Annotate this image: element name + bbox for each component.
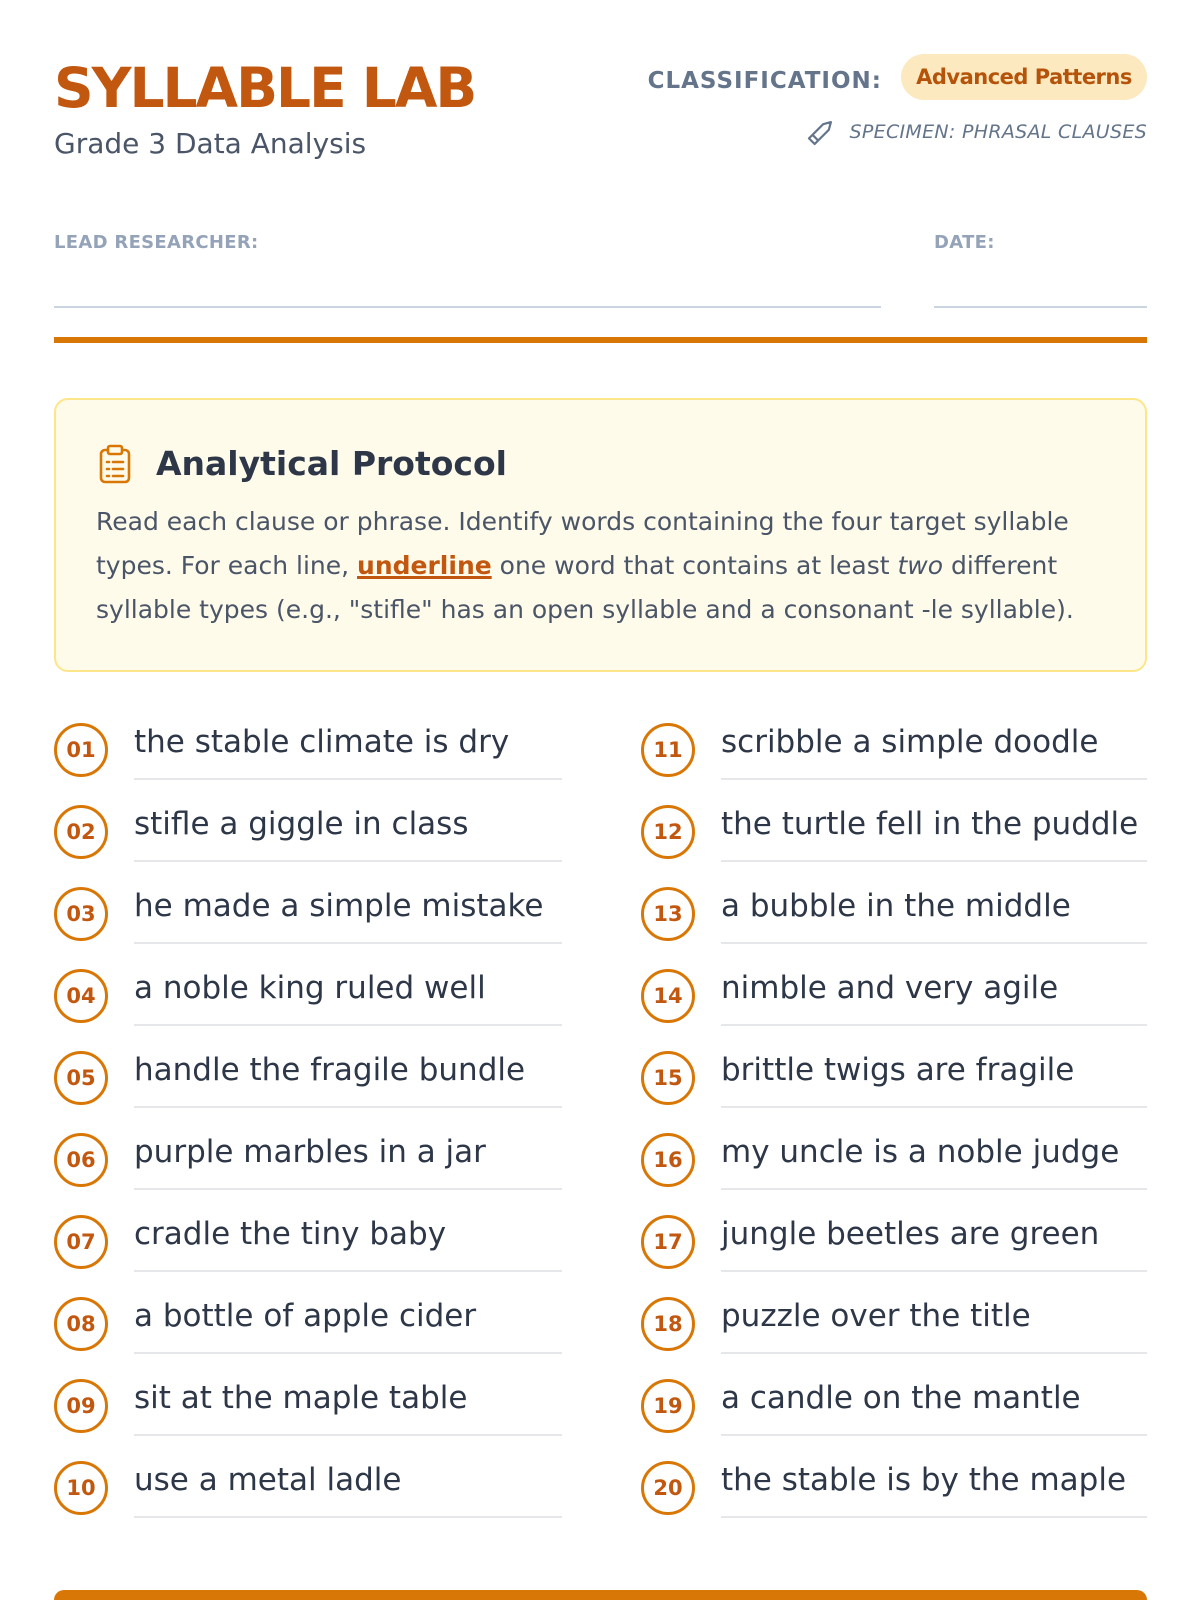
item-phrase[interactable]: a bottle of apple cider xyxy=(134,1296,562,1354)
item-number-badge: 15 xyxy=(641,1051,695,1105)
footer-bar xyxy=(54,1590,1147,1600)
list-item xyxy=(54,1274,562,1356)
list-item xyxy=(54,864,562,946)
emphasis-keyword: two xyxy=(897,551,944,580)
item-phrase[interactable]: handle the fragile bundle xyxy=(134,1050,562,1108)
item-phrase[interactable]: the turtle fell in the puddle xyxy=(721,804,1147,862)
list-item xyxy=(641,700,1147,782)
header-divider xyxy=(54,337,1147,343)
protocol-text: one word that contains at least xyxy=(491,551,898,580)
item-number-badge: 13 xyxy=(641,887,695,941)
item-number-badge: 05 xyxy=(54,1051,108,1105)
item-phrase[interactable]: purple marbles in a jar xyxy=(134,1132,562,1190)
item-number-badge: 19 xyxy=(641,1379,695,1433)
page-title: SYLLABLE LAB xyxy=(54,56,476,120)
item-phrase[interactable]: nimble and very agile xyxy=(721,968,1147,1026)
item-number-badge: 01 xyxy=(54,723,108,777)
item-phrase[interactable]: stifle a giggle in class xyxy=(134,804,562,862)
item-number-badge: 10 xyxy=(54,1461,108,1515)
list-item xyxy=(54,1028,562,1110)
list-item xyxy=(54,782,562,864)
protocol-instructions xyxy=(96,500,1106,632)
worksheet-header xyxy=(54,54,1147,164)
item-phrase[interactable]: the stable is by the maple xyxy=(721,1460,1147,1518)
item-phrase[interactable]: use a metal ladle xyxy=(134,1460,562,1518)
list-item xyxy=(641,864,1147,946)
list-item xyxy=(54,700,562,782)
protocol-title: Analytical Protocol xyxy=(156,444,507,483)
specimen-text: SPECIMEN: PHRASAL CLAUSES xyxy=(849,121,1147,143)
item-number-badge: 11 xyxy=(641,723,695,777)
protocol-box xyxy=(54,398,1147,672)
item-phrase[interactable]: he made a simple mistake xyxy=(134,886,562,944)
page-subtitle: Grade 3 Data Analysis xyxy=(54,127,367,160)
list-item xyxy=(54,1192,562,1274)
list-item xyxy=(641,782,1147,864)
item-number-badge: 03 xyxy=(54,887,108,941)
list-item xyxy=(54,1356,562,1438)
specimen-line xyxy=(804,116,1147,148)
date-label: DATE: xyxy=(934,232,995,253)
item-number-badge: 07 xyxy=(54,1215,108,1269)
classification-badge: Advanced Patterns xyxy=(901,54,1147,100)
item-number-badge: 18 xyxy=(641,1297,695,1351)
item-phrase[interactable]: the stable climate is dry xyxy=(134,722,562,780)
protocol-text: different syllable types (e.g., "stifle" has an open syllable and a consonant -le syllable). xyxy=(96,551,1074,624)
item-number-badge: 17 xyxy=(641,1215,695,1269)
item-number-badge: 14 xyxy=(641,969,695,1023)
list-item xyxy=(641,1274,1147,1356)
item-number-badge: 02 xyxy=(54,805,108,859)
item-phrase[interactable]: a noble king ruled well xyxy=(134,968,562,1026)
item-number-badge: 06 xyxy=(54,1133,108,1187)
list-item xyxy=(641,1192,1147,1274)
list-item xyxy=(641,1438,1147,1520)
classification-label: CLASSIFICATION: xyxy=(647,68,882,94)
researcher-field[interactable] xyxy=(54,306,881,308)
list-item xyxy=(54,946,562,1028)
underline-keyword: underline xyxy=(357,551,492,580)
item-phrase[interactable]: puzzle over the title xyxy=(721,1296,1147,1354)
item-number-badge: 04 xyxy=(54,969,108,1023)
list-item xyxy=(54,1438,562,1520)
item-number-badge: 08 xyxy=(54,1297,108,1351)
researcher-label: LEAD RESEARCHER: xyxy=(54,232,259,253)
item-phrase[interactable]: jungle beetles are green xyxy=(721,1214,1147,1272)
list-item xyxy=(641,946,1147,1028)
date-field[interactable] xyxy=(934,306,1147,308)
list-item xyxy=(641,1356,1147,1438)
clipboard-icon xyxy=(98,444,132,484)
item-number-badge: 12 xyxy=(641,805,695,859)
list-item xyxy=(54,1110,562,1192)
item-phrase[interactable]: sit at the maple table xyxy=(134,1378,562,1436)
item-number-badge: 16 xyxy=(641,1133,695,1187)
protocol-text: Read each clause or phrase. Identify words containing the four target syllable types. For each line, xyxy=(96,507,1069,580)
pencil-icon xyxy=(804,116,838,148)
item-phrase[interactable]: a bubble in the middle xyxy=(721,886,1147,944)
item-phrase[interactable]: cradle the tiny baby xyxy=(134,1214,562,1272)
item-phrase[interactable]: brittle twigs are fragile xyxy=(721,1050,1147,1108)
list-item xyxy=(641,1110,1147,1192)
list-item xyxy=(641,1028,1147,1110)
item-number-badge: 20 xyxy=(641,1461,695,1515)
item-phrase[interactable]: scribble a simple doodle xyxy=(721,722,1147,780)
item-phrase[interactable]: a candle on the mantle xyxy=(721,1378,1147,1436)
item-phrase[interactable]: my uncle is a noble judge xyxy=(721,1132,1147,1190)
item-number-badge: 09 xyxy=(54,1379,108,1433)
